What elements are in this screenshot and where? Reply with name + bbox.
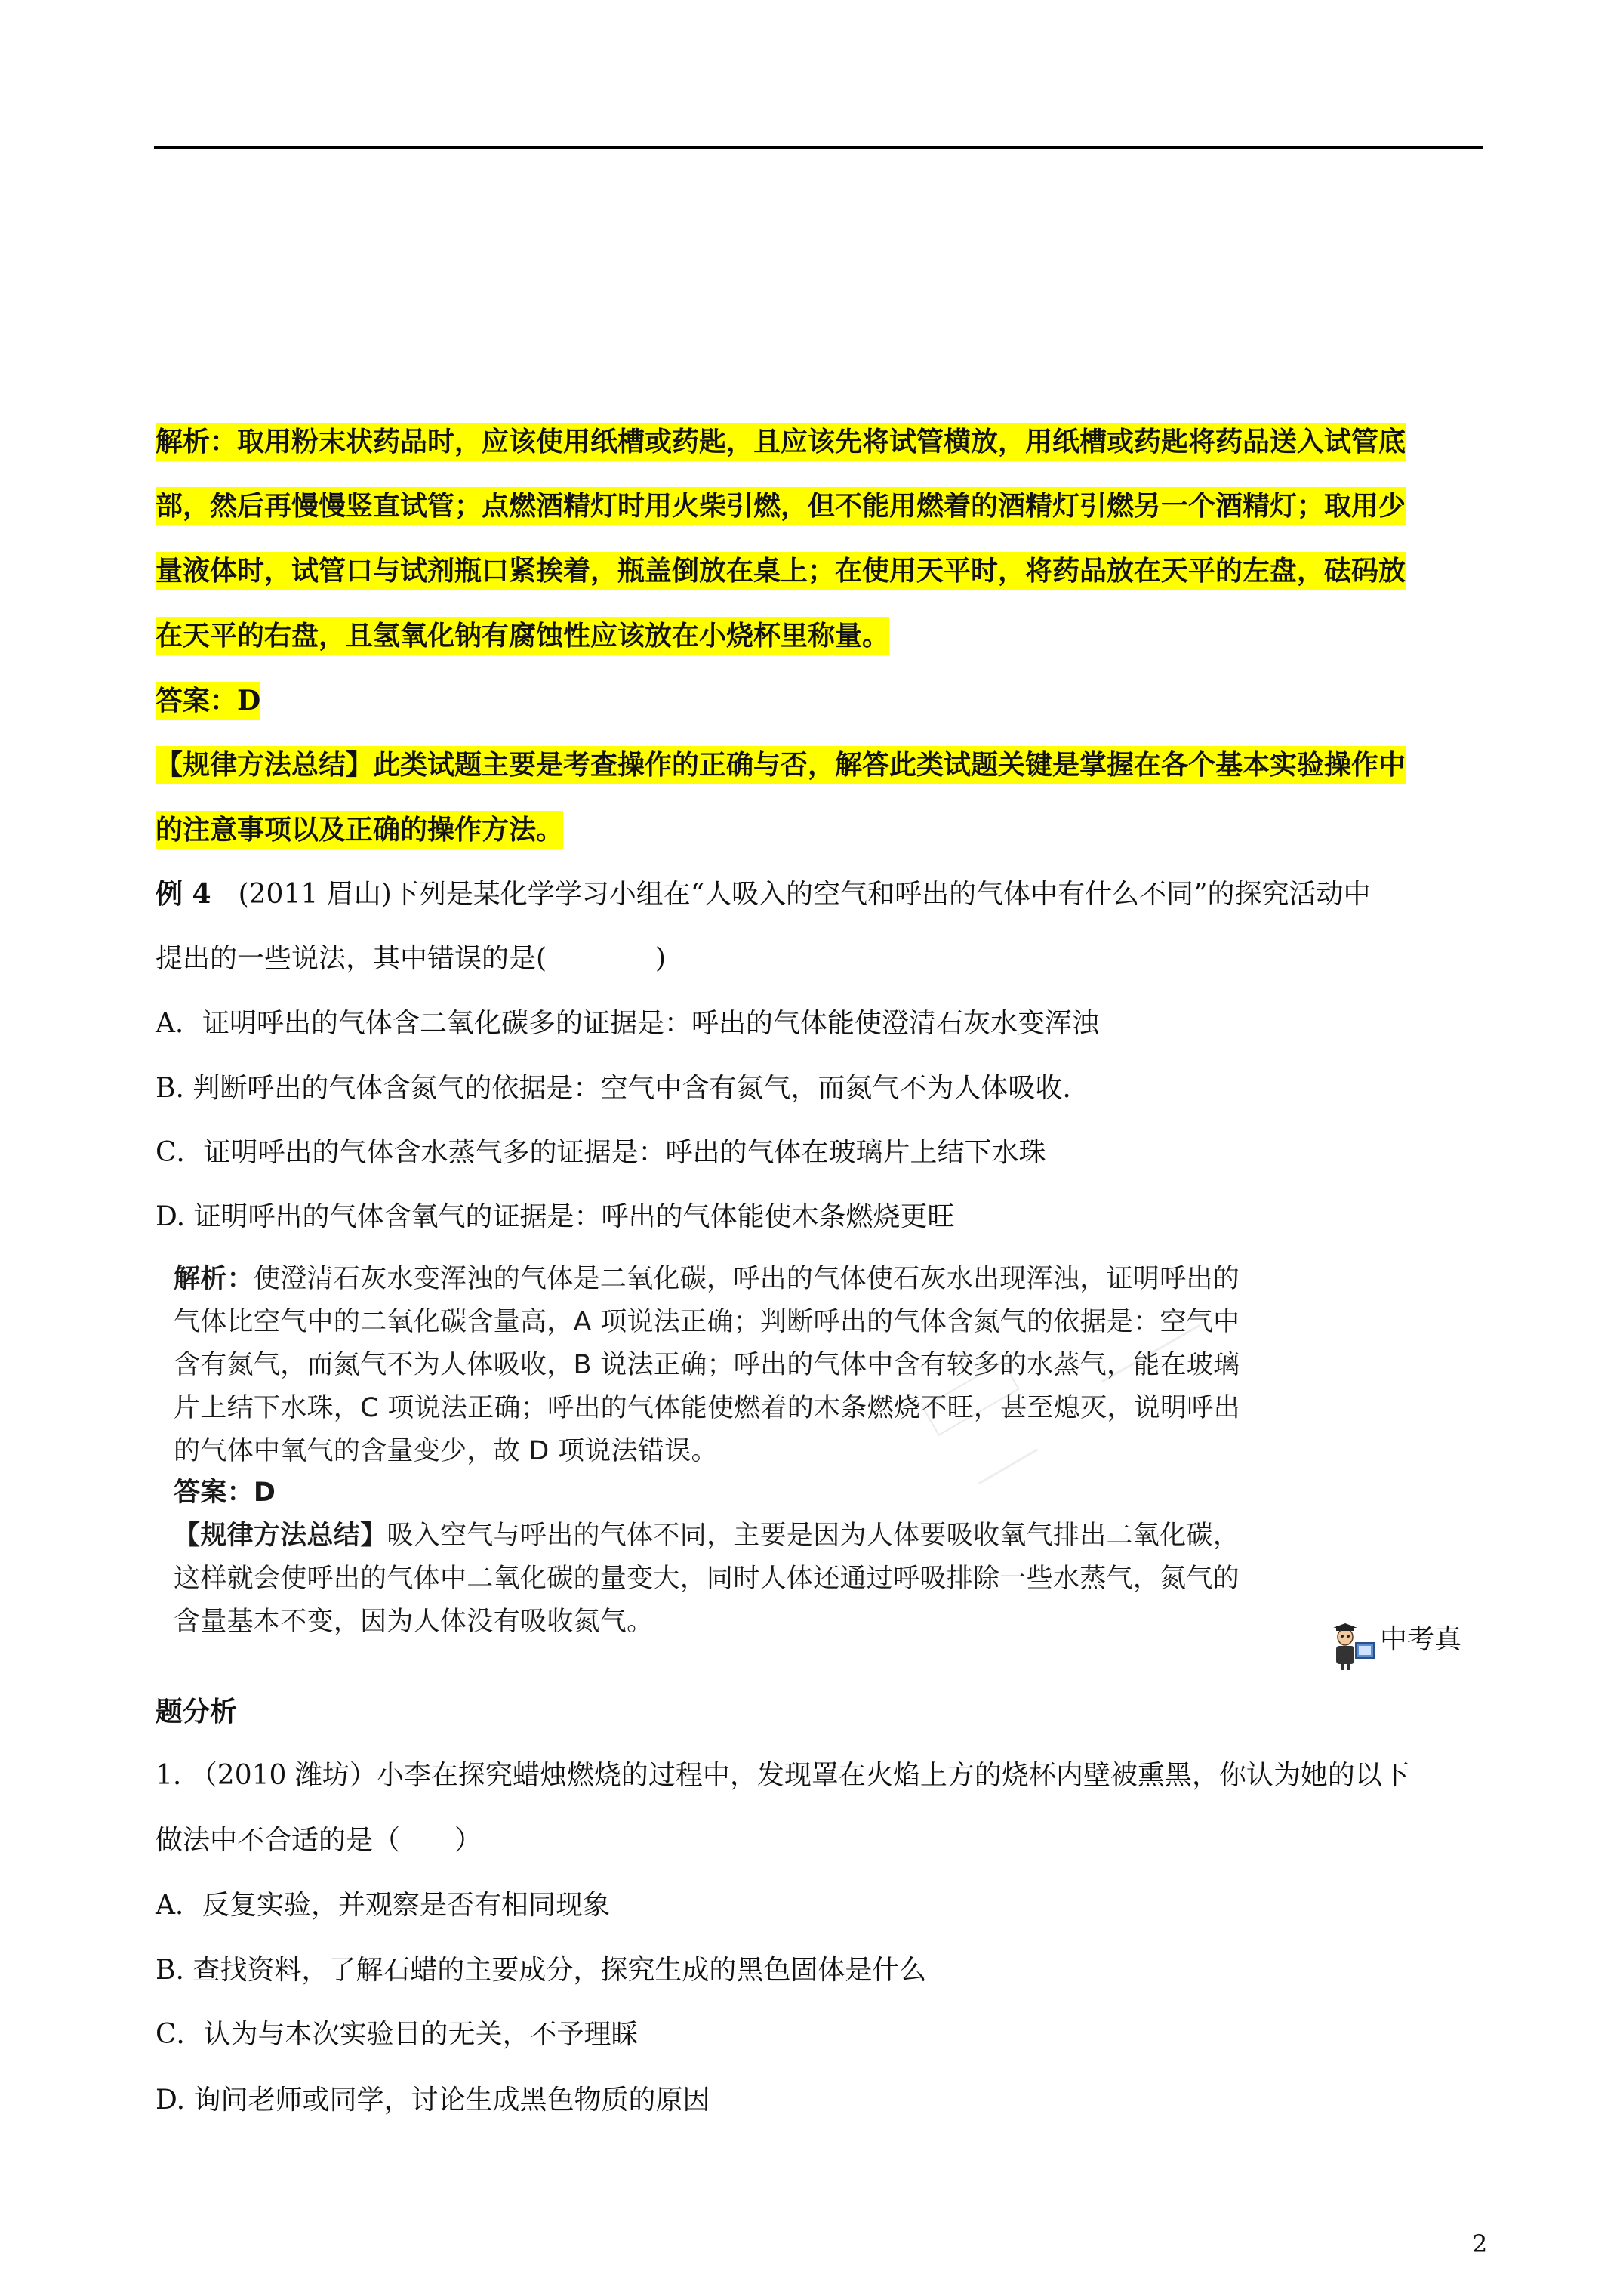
analysis-line-1: 解析：取用粉末状药品时，应该使用纸槽或药匙，且应该先将试管横放，用纸槽或药匙将药品送入试管底 [156, 425, 1406, 459]
analysis-line-2: 部，然后再慢慢竖直试管；点燃酒精灯时用火柴引燃，但不能用燃着的酒精灯引燃另一个酒精灯；取用少 [156, 489, 1406, 523]
question1-line-1: 1. （2010 潍坊）小李在探究蜡烛燃烧的过程中，发现罩在火焰上方的烧杯内壁被熏黑，你认为她的以下 [156, 1760, 1409, 1791]
question1-option-b: B. 查找资料，了解石蜡的主要成分，探究生成的黑色固体是什么 [156, 1955, 927, 1986]
summary-line-2: 的注意事项以及正确的操作方法。 [156, 813, 563, 847]
example4-option-c: C．证明呼出的气体含水蒸气多的证据是：呼出的气体在玻璃片上结下水珠 [156, 1137, 1046, 1168]
header-rule [154, 146, 1483, 149]
answer-line: 答案：D [156, 684, 260, 718]
example4-line-1: 例 4 (2011 眉山)下列是某化学学习小组在“人吸入的空气和呼出的气体中有什么不同”的探究活动中 [156, 878, 1371, 910]
scan-line-1: 解析：使澄清石灰水变浑浊的气体是二氧化碳，呼出的气体使石灰水出现浑浊，证明呼出的 [174, 1264, 1240, 1294]
scan-line-4: 片上结下水珠，C 项说法正确；呼出的气体能使燃着的木条燃烧不旺，甚至熄灭，说明呼出 [174, 1393, 1240, 1423]
scan-line-7: 【规律方法总结】吸入空气与呼出的气体不同，主要是因为人体要吸收氧气排出二氧化碳， [174, 1521, 1240, 1551]
section-heading-part-1: 中考真 [1380, 1624, 1462, 1655]
analysis-line-3: 量液体时，试管口与试剂瓶口紧挨着，瓶盖倒放在桌上；在使用天平时，将药品放在天平的左盘，砝码放 [156, 554, 1406, 588]
question1-option-a: A．反复实验，并观察是否有相同现象 [156, 1890, 610, 1921]
example4-option-d: D. 证明呼出的气体含氧气的证据是：呼出的气体能使木条燃烧更旺 [156, 1201, 955, 1232]
scanned-solution-image [162, 1253, 1326, 1657]
watermark-mark [978, 1449, 1043, 1494]
teacher-icon [1330, 1623, 1375, 1670]
question1-line-2: 做法中不合适的是（ ） [156, 1825, 482, 1856]
example4-option-b: B. 判断呼出的气体含氮气的依据是：空气中含有氮气，而氮气不为人体吸收. [156, 1073, 1071, 1104]
example4-line-2: 提出的一些说法，其中错误的是( ) [156, 943, 667, 974]
section-heading-part-2: 题分析 [156, 1696, 238, 1727]
scan-line-2: 气体比空气中的二氧化碳含量高，A 项说法正确；判断呼出的气体含氮气的依据是：空气中 [174, 1307, 1240, 1337]
analysis-line-4: 在天平的右盘，且氢氧化钠有腐蚀性应该放在小烧杯里称量。 [156, 619, 889, 653]
scan-line-5: 的气体中氧气的含量变少，故 D 项说法错误。 [174, 1436, 718, 1466]
scan-line-8: 这样就会使呼出的气体中二氧化碳的量变大，同时人体还通过呼吸排除一些水蒸气，氮气的 [174, 1564, 1240, 1594]
question1-option-c: C．认为与本次实验目的无关，不予理睬 [156, 2019, 639, 2050]
scan-answer: 答案：D [174, 1478, 276, 1508]
example4-option-a: A．证明呼出的气体含二氧化碳多的证据是：呼出的气体能使澄清石灰水变浑浊 [156, 1008, 1099, 1039]
scan-line-9: 含量基本不变，因为人体没有吸收氮气。 [174, 1607, 654, 1637]
summary-line-1: 【规律方法总结】此类试题主要是考查操作的正确与否，解答此类试题关键是掌握在各个基本实验操作中 [156, 748, 1406, 782]
example4-label: 例 4 [156, 878, 211, 910]
scan-line-3: 含有氮气，而氮气不为人体吸收，B 说法正确；呼出的气体中含有较多的水蒸气，能在玻璃 [174, 1350, 1240, 1380]
page-number: 2 [1472, 2230, 1488, 2258]
question1-option-d: D. 询问老师或同学，讨论生成黑色物质的原因 [156, 2085, 710, 2116]
